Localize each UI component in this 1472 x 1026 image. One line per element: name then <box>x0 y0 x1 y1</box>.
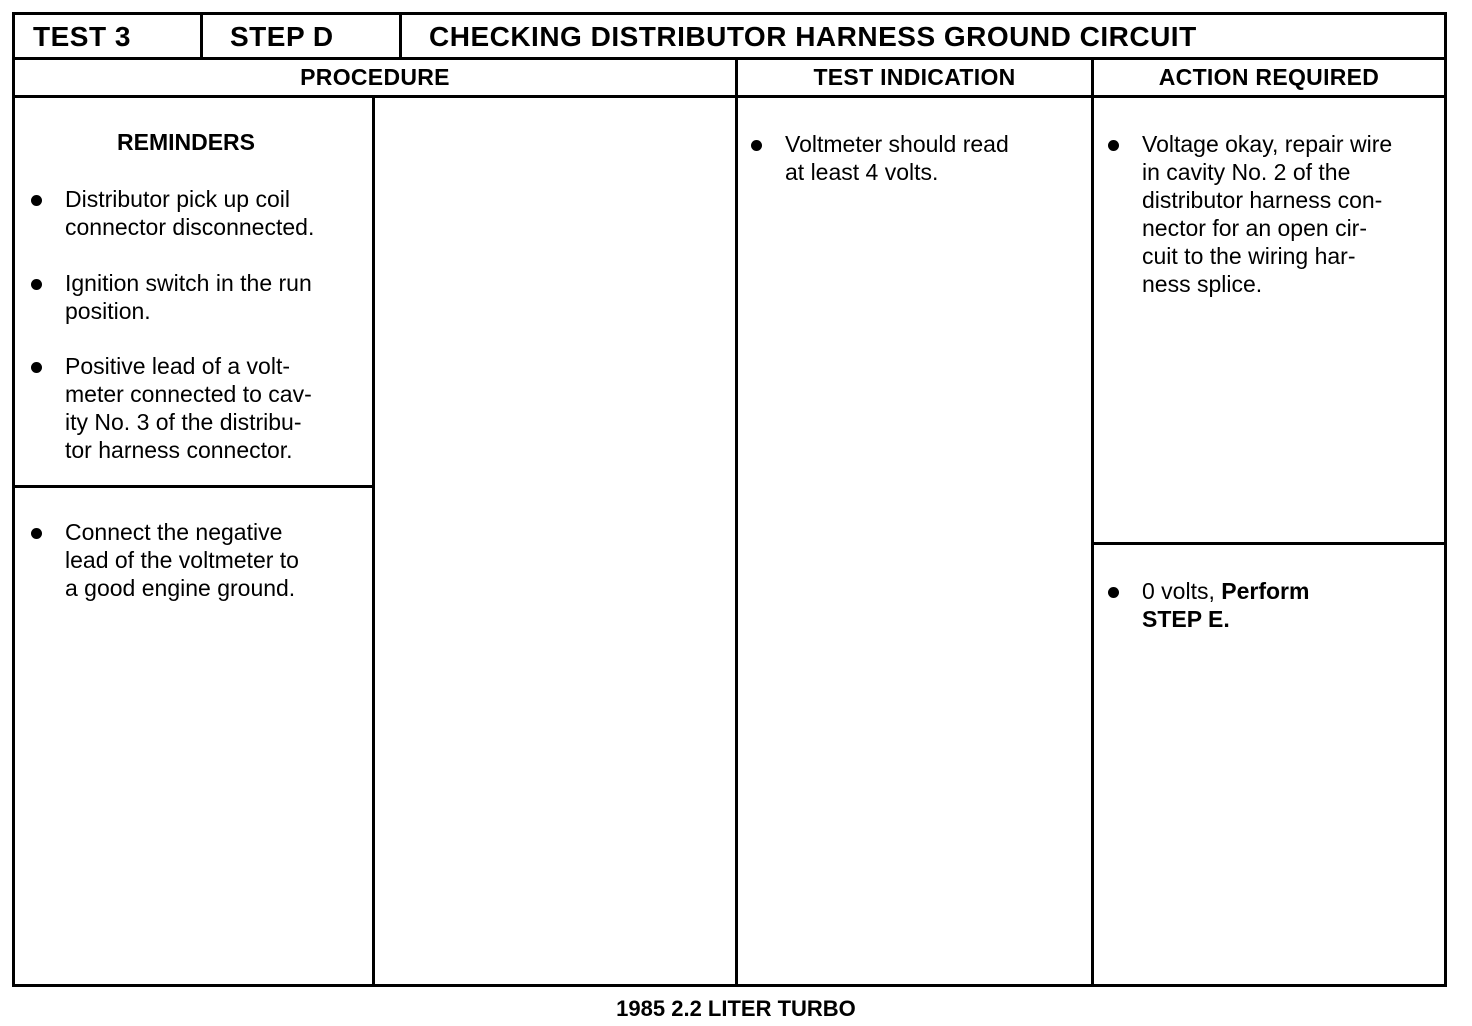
column-header-action-required: ACTION REQUIRED <box>1158 64 1380 90</box>
bullet-icon <box>1108 140 1119 151</box>
bullet-icon <box>751 140 762 151</box>
action-zero-volts-text <box>1142 577 1309 633</box>
step-e-reference: STEP E. <box>1142 606 1230 632</box>
reminders-box-bottom <box>15 485 374 488</box>
page-title: CHECKING DISTRIBUTOR HARNESS GROUND CIRCUIT <box>429 21 1197 52</box>
column-header-test-indication: TEST INDICATION <box>813 64 1016 90</box>
reminder-text: Distributor pick up coil connector disconnected. <box>65 186 315 240</box>
bullet-icon <box>1108 587 1119 598</box>
header-divider <box>15 57 1444 60</box>
column-header-divider <box>15 95 1444 98</box>
reminder-text: Positive lead of a volt- meter connected to cav- ity No. 3 of the distribu- tor harness connector. <box>65 353 312 463</box>
zero-volts-prefix: 0 volts, <box>1142 578 1222 604</box>
test-number: TEST 3 <box>33 21 131 52</box>
perform-label: Perform <box>1221 578 1310 604</box>
reminders-title: REMINDERS <box>117 129 256 155</box>
test-indication-text: Voltmeter should read at least 4 volts. <box>785 131 1009 185</box>
column-header-procedure: PROCEDURE <box>300 64 450 90</box>
header-divider-step-title <box>399 15 402 58</box>
action-split-divider <box>1092 542 1444 545</box>
divider-procedure-inner <box>372 96 375 987</box>
footer-caption: 1985 2.2 LITER TURBO <box>616 996 856 1021</box>
bullet-icon <box>31 528 42 539</box>
divider-indication-action <box>1091 58 1094 987</box>
divider-procedure-indication <box>735 58 738 987</box>
action-ok-text: Voltage okay, repair wire in cavity No. 2 of the distributor harness con- nector for an open cir- cuit to the wiring har- ness splice. <box>1142 131 1393 297</box>
reminder-text: Ignition switch in the run position. <box>65 270 312 324</box>
header-divider-test-step <box>200 15 203 58</box>
step-label: STEP D <box>230 21 334 52</box>
bullet-icon <box>31 279 42 290</box>
bullet-icon <box>31 195 42 206</box>
bullet-icon <box>31 362 42 373</box>
procedure-step-text: Connect the negative lead of the voltmeter to a good engine ground. <box>65 519 299 601</box>
diagnostic-table <box>12 12 1447 987</box>
